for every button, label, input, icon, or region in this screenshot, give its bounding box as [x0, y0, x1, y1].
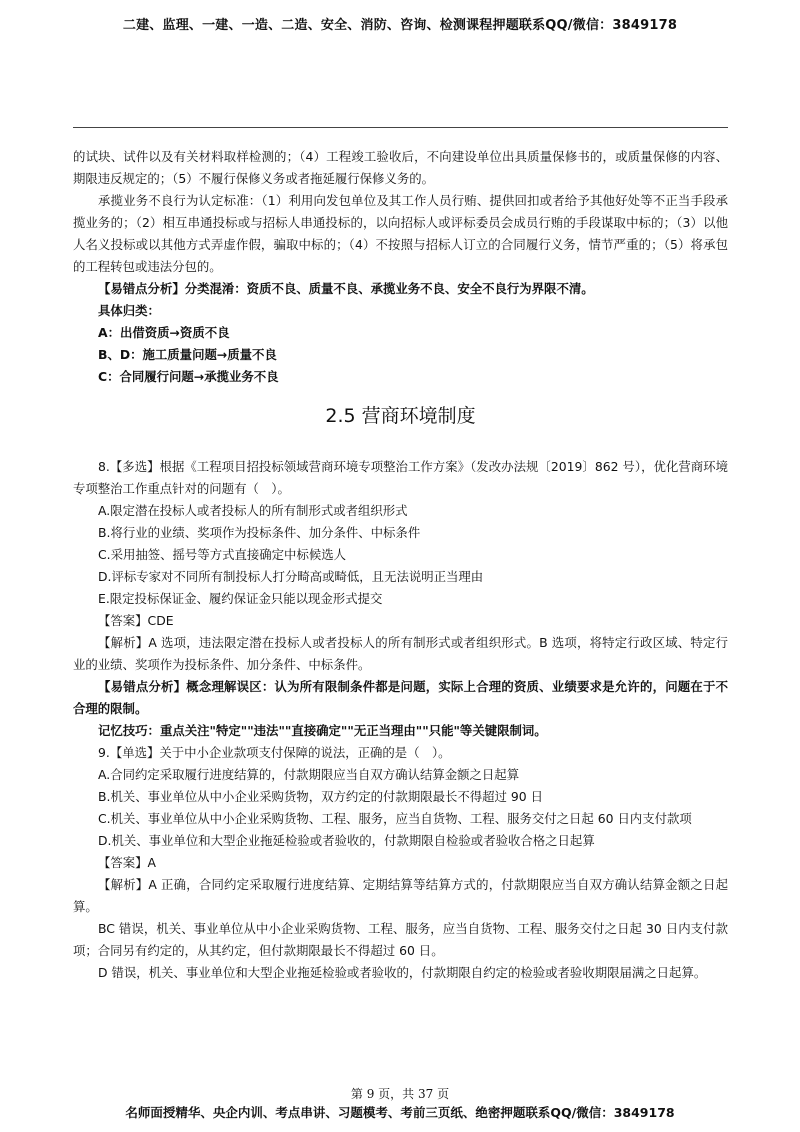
page-content [73, 146, 728, 984]
option-item: E.限定投标保证金、履约保证金只能以现金形式提交 [98, 591, 383, 606]
classify-item: A：出借资质→资质不良 [98, 325, 230, 340]
classify-item: C：合同履行问题→承揽业务不良 [98, 369, 279, 384]
classify-title: 具体归类： [98, 303, 160, 318]
option-item: A.合同约定采取履行进度结算的，付款期限应当自双方确认结算金额之日起算 [98, 767, 520, 782]
option-item: D.评标专家对不同所有制投标人打分畸高或畸低，且无法说明正当理由 [98, 569, 484, 584]
memory-tip: 记忆技巧：重点关注"特定""违法""直接确定""无正当理由""只能"等关键限制词。 [98, 723, 547, 738]
option-item: B.机关、事业单位从中小企业采购货物，双方约定的付款期限最长不得超过 90 日 [98, 789, 543, 804]
question-8: 8.【多选】根据《工程项目招投标领域营商环境专项整治工作方案》（发改办法规〔2019〕862 号），优化营商环境专项整治工作重点针对的问题有（ ）。 [73, 459, 728, 496]
option-item: B.将行业的业绩、奖项作为投标条件、加分条件、中标条件 [98, 525, 421, 540]
error-analysis-line: 【易错点分析】分类混淆：资质不良、质量不良、承揽业务不良、安全不良行为界限不清。 [98, 281, 594, 296]
explanation-line: 【解析】A 选项，违法限定潜在投标人或者投标人的所有制形式或者组织形式。B 选项，将特定行政区域、特定行业的业绩、奖项作为投标条件、加分条件、中标条件。 [73, 635, 728, 672]
classify-item: B、D：施工质量问题→质量不良 [98, 347, 277, 362]
section-title: 2.5 营商环境制度 [325, 405, 476, 427]
page-footer: 名师面授精华、央企内训、考点串讲、习题模考、考前三页纸、绝密押题联系QQ/微信：3849178 [125, 1105, 675, 1120]
option-item: A.限定潜在投标人或者投标人的所有制形式或者组织形式 [98, 503, 408, 518]
answer-line: 【答案】A [98, 855, 157, 870]
question-9: 9.【单选】关于中小企业款项支付保障的说法，正确的是（ ）。 [98, 745, 451, 760]
option-item: C.采用抽签、摇号等方式直接确定中标候选人 [98, 547, 347, 562]
page-header: 二建、监理、一建、一造、二造、安全、消防、咨询、检测课程押题联系QQ/微信：3849178 [122, 18, 678, 33]
explanation-line: 【解析】A 正确，合同约定采取履行进度结算、定期结算等结算方式的，付款期限应当自双方确认结算金额之日起算。 [73, 877, 728, 914]
explanation-line: D 错误，机关、事业单位和大型企业拖延检验或者验收的，付款期限自约定的检验或者验收期限届满之日起算。 [98, 965, 707, 980]
page-number: 第 9 页，共 37 页 [350, 1087, 450, 1101]
intro-paragraph: 的试块、试件以及有关材料取样检测的；（4）工程竣工验收后，不向建设单位出具质量保修书的，或质量保修的内容、期限违反规定的；（5）不履行保修义务或者拖延履行保修义务的。 [73, 149, 728, 186]
option-item: C.机关、事业单位从中小企业采购货物、工程、服务，应当自货物、工程、服务交付之日起 60 日内支付款项 [98, 811, 692, 826]
answer-line: 【答案】CDE [98, 613, 174, 628]
error-analysis-line: 【易错点分析】概念理解误区：认为所有限制条件都是问题，实际上合理的资质、业绩要求是允许的，问题在于不合理的限制。 [73, 679, 728, 716]
intro-paragraph: 承揽业务不良行为认定标准：（1）利用向发包单位及其工作人员行贿、提供回扣或者给予其他好处等不正当手段承揽业务的；（2）相互串通投标或与招标人串通投标的，以向招标人或评标委员会成员行贿的手段谋取中标的；（3）以他人名义投标或以其他方式弄虚作假，骗取中标的；（4）不按照与招标人订立的合同履行义务，情节严重的；（5）将承包的工程转包或违法分包的。 [73, 193, 728, 274]
option-item: D.机关、事业单位和大型企业拖延检验或者验收的，付款期限自检验或者验收合格之日起算 [98, 833, 595, 848]
explanation-line: BC 错误，机关、事业单位从中小企业采购货物、工程、服务，应当自货物、工程、服务交付之日起 30 日内支付款项；合同另有约定的，从其约定，但付款期限最长不得超过 60 日。 [73, 921, 728, 958]
header-rule [73, 127, 728, 128]
